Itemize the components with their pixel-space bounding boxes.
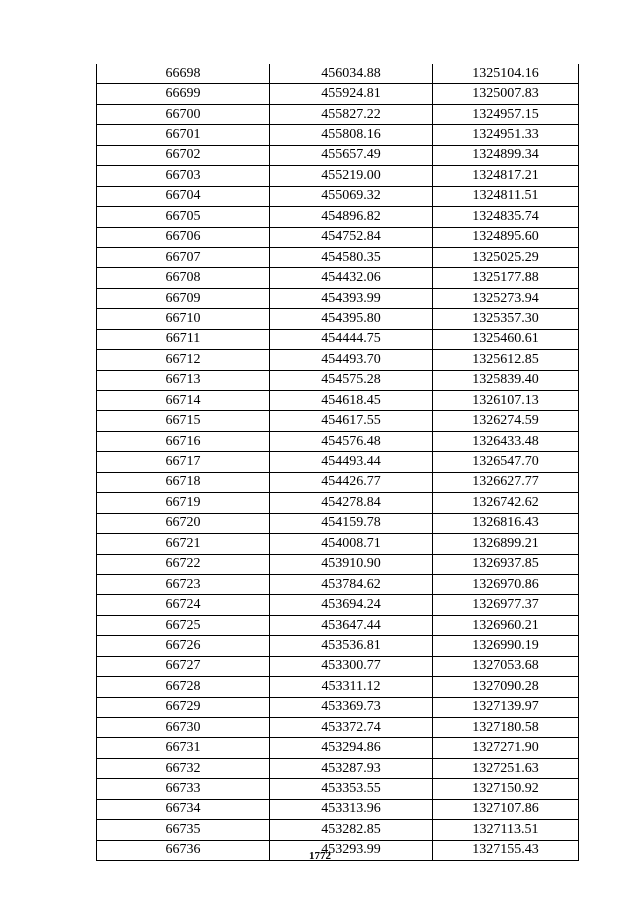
point-id-cell: 66719 — [97, 493, 270, 513]
point-id-cell: 66734 — [97, 799, 270, 819]
table-row — [97, 758, 579, 778]
table-row — [97, 636, 579, 656]
point-id-cell: 66712 — [97, 350, 270, 370]
y-coordinate-cell: 1326977.37 — [433, 595, 579, 615]
table-row — [97, 513, 579, 533]
point-id-cell: 66711 — [97, 329, 270, 349]
y-coordinate-cell: 1325025.29 — [433, 247, 579, 267]
x-coordinate-cell: 454426.77 — [270, 472, 433, 492]
point-id-cell: 66726 — [97, 636, 270, 656]
table-row — [97, 574, 579, 594]
y-coordinate-cell: 1325007.83 — [433, 84, 579, 104]
x-coordinate-cell: 454008.71 — [270, 534, 433, 554]
point-id-cell: 66733 — [97, 779, 270, 799]
table-row — [97, 431, 579, 451]
table-row — [97, 288, 579, 308]
point-id-cell: 66735 — [97, 820, 270, 840]
point-id-cell: 66722 — [97, 554, 270, 574]
table-row — [97, 84, 579, 104]
x-coordinate-cell: 453536.81 — [270, 636, 433, 656]
x-coordinate-cell: 455657.49 — [270, 145, 433, 165]
x-coordinate-cell: 453784.62 — [270, 574, 433, 594]
table-row — [97, 411, 579, 431]
x-coordinate-cell: 454444.75 — [270, 329, 433, 349]
y-coordinate-cell: 1326547.70 — [433, 452, 579, 472]
point-id-cell: 66730 — [97, 718, 270, 738]
y-coordinate-cell: 1324899.34 — [433, 145, 579, 165]
point-id-cell: 66703 — [97, 166, 270, 186]
x-coordinate-cell: 453300.77 — [270, 656, 433, 676]
table-row — [97, 595, 579, 615]
table-row — [97, 615, 579, 635]
x-coordinate-cell: 455219.00 — [270, 166, 433, 186]
x-coordinate-cell: 454278.84 — [270, 493, 433, 513]
point-id-cell: 66732 — [97, 758, 270, 778]
y-coordinate-cell: 1324957.15 — [433, 104, 579, 124]
x-coordinate-cell: 454493.70 — [270, 350, 433, 370]
y-coordinate-cell: 1325104.16 — [433, 64, 579, 84]
y-coordinate-cell: 1324835.74 — [433, 207, 579, 227]
x-coordinate-cell: 454393.99 — [270, 288, 433, 308]
x-coordinate-cell: 454752.84 — [270, 227, 433, 247]
y-coordinate-cell: 1326970.86 — [433, 574, 579, 594]
table-row — [97, 166, 579, 186]
coordinate-table — [96, 64, 579, 861]
point-id-cell: 66708 — [97, 268, 270, 288]
x-coordinate-cell: 453353.55 — [270, 779, 433, 799]
point-id-cell: 66718 — [97, 472, 270, 492]
y-coordinate-cell: 1327090.28 — [433, 677, 579, 697]
y-coordinate-cell: 1326816.43 — [433, 513, 579, 533]
point-id-cell: 66698 — [97, 64, 270, 84]
table-row — [97, 534, 579, 554]
point-id-cell: 66710 — [97, 309, 270, 329]
point-id-cell: 66705 — [97, 207, 270, 227]
y-coordinate-cell: 1326960.21 — [433, 615, 579, 635]
point-id-cell: 66699 — [97, 84, 270, 104]
x-coordinate-cell: 454159.78 — [270, 513, 433, 533]
x-coordinate-cell: 453313.96 — [270, 799, 433, 819]
table-row — [97, 820, 579, 840]
table-row — [97, 391, 579, 411]
x-coordinate-cell: 454580.35 — [270, 247, 433, 267]
table-row — [97, 697, 579, 717]
y-coordinate-cell: 1325839.40 — [433, 370, 579, 390]
x-coordinate-cell: 453294.86 — [270, 738, 433, 758]
table-row — [97, 799, 579, 819]
table-row — [97, 452, 579, 472]
point-id-cell: 66725 — [97, 615, 270, 635]
x-coordinate-cell: 453369.73 — [270, 697, 433, 717]
table-row — [97, 309, 579, 329]
y-coordinate-cell: 1327113.51 — [433, 820, 579, 840]
table-row — [97, 186, 579, 206]
x-coordinate-cell: 456034.88 — [270, 64, 433, 84]
table-row — [97, 350, 579, 370]
point-id-cell: 66714 — [97, 391, 270, 411]
y-coordinate-cell: 1325357.30 — [433, 309, 579, 329]
y-coordinate-cell: 1325612.85 — [433, 350, 579, 370]
point-id-cell: 66707 — [97, 247, 270, 267]
table-row — [97, 370, 579, 390]
x-coordinate-cell: 454493.44 — [270, 452, 433, 472]
x-coordinate-cell: 453372.74 — [270, 718, 433, 738]
x-coordinate-cell: 453694.24 — [270, 595, 433, 615]
y-coordinate-cell: 1327271.90 — [433, 738, 579, 758]
table-row — [97, 227, 579, 247]
y-coordinate-cell: 1327180.58 — [433, 718, 579, 738]
table-row — [97, 125, 579, 145]
y-coordinate-cell: 1325177.88 — [433, 268, 579, 288]
table-row — [97, 738, 579, 758]
point-id-cell: 66731 — [97, 738, 270, 758]
y-coordinate-cell: 1326107.13 — [433, 391, 579, 411]
y-coordinate-cell: 1325273.94 — [433, 288, 579, 308]
y-coordinate-cell: 1324817.21 — [433, 166, 579, 186]
point-id-cell: 66706 — [97, 227, 270, 247]
point-id-cell: 66720 — [97, 513, 270, 533]
table-row — [97, 656, 579, 676]
x-coordinate-cell: 454618.45 — [270, 391, 433, 411]
table-body — [97, 64, 579, 861]
table-row — [97, 247, 579, 267]
y-coordinate-cell: 1326899.21 — [433, 534, 579, 554]
y-coordinate-cell: 1326937.85 — [433, 554, 579, 574]
y-coordinate-cell: 1326742.62 — [433, 493, 579, 513]
x-coordinate-cell: 454896.82 — [270, 207, 433, 227]
table-row — [97, 145, 579, 165]
point-id-cell: 66729 — [97, 697, 270, 717]
y-coordinate-cell: 1325460.61 — [433, 329, 579, 349]
point-id-cell: 66715 — [97, 411, 270, 431]
y-coordinate-cell: 1327155.43 — [433, 840, 579, 860]
point-id-cell: 66728 — [97, 677, 270, 697]
point-id-cell: 66724 — [97, 595, 270, 615]
x-coordinate-cell: 455924.81 — [270, 84, 433, 104]
y-coordinate-cell: 1324951.33 — [433, 125, 579, 145]
table-row — [97, 64, 579, 84]
table-row — [97, 554, 579, 574]
x-coordinate-cell: 453287.93 — [270, 758, 433, 778]
table-row — [97, 207, 579, 227]
x-coordinate-cell: 453910.90 — [270, 554, 433, 574]
y-coordinate-cell: 1324895.60 — [433, 227, 579, 247]
y-coordinate-cell: 1326990.19 — [433, 636, 579, 656]
page-number: 1772 — [309, 850, 331, 862]
y-coordinate-cell: 1324811.51 — [433, 186, 579, 206]
y-coordinate-cell: 1327053.68 — [433, 656, 579, 676]
x-coordinate-cell: 454575.28 — [270, 370, 433, 390]
x-coordinate-cell: 454432.06 — [270, 268, 433, 288]
point-id-cell: 66736 — [97, 840, 270, 860]
point-id-cell: 66704 — [97, 186, 270, 206]
point-id-cell: 66709 — [97, 288, 270, 308]
table-row — [97, 493, 579, 513]
point-id-cell: 66716 — [97, 431, 270, 451]
y-coordinate-cell: 1326274.59 — [433, 411, 579, 431]
y-coordinate-cell: 1327107.86 — [433, 799, 579, 819]
point-id-cell: 66713 — [97, 370, 270, 390]
y-coordinate-cell: 1326433.48 — [433, 431, 579, 451]
y-coordinate-cell: 1326627.77 — [433, 472, 579, 492]
x-coordinate-cell: 453647.44 — [270, 615, 433, 635]
x-coordinate-cell: 454617.55 — [270, 411, 433, 431]
point-id-cell: 66702 — [97, 145, 270, 165]
point-id-cell: 66700 — [97, 104, 270, 124]
y-coordinate-cell: 1327251.63 — [433, 758, 579, 778]
x-coordinate-cell: 453311.12 — [270, 677, 433, 697]
point-id-cell: 66721 — [97, 534, 270, 554]
x-coordinate-cell: 455808.16 — [270, 125, 433, 145]
x-coordinate-cell: 454576.48 — [270, 431, 433, 451]
x-coordinate-cell: 455827.22 — [270, 104, 433, 124]
x-coordinate-cell: 455069.32 — [270, 186, 433, 206]
point-id-cell: 66717 — [97, 452, 270, 472]
point-id-cell: 66701 — [97, 125, 270, 145]
table-row — [97, 472, 579, 492]
x-coordinate-cell: 453293.99 — [270, 840, 433, 860]
coordinate-table-container — [96, 64, 578, 861]
table-row — [97, 104, 579, 124]
table-row — [97, 779, 579, 799]
table-row — [97, 718, 579, 738]
point-id-cell: 66723 — [97, 574, 270, 594]
y-coordinate-cell: 1327139.97 — [433, 697, 579, 717]
y-coordinate-cell: 1327150.92 — [433, 779, 579, 799]
point-id-cell: 66727 — [97, 656, 270, 676]
x-coordinate-cell: 454395.80 — [270, 309, 433, 329]
x-coordinate-cell: 453282.85 — [270, 820, 433, 840]
table-row — [97, 677, 579, 697]
table-row — [97, 329, 579, 349]
table-row — [97, 268, 579, 288]
